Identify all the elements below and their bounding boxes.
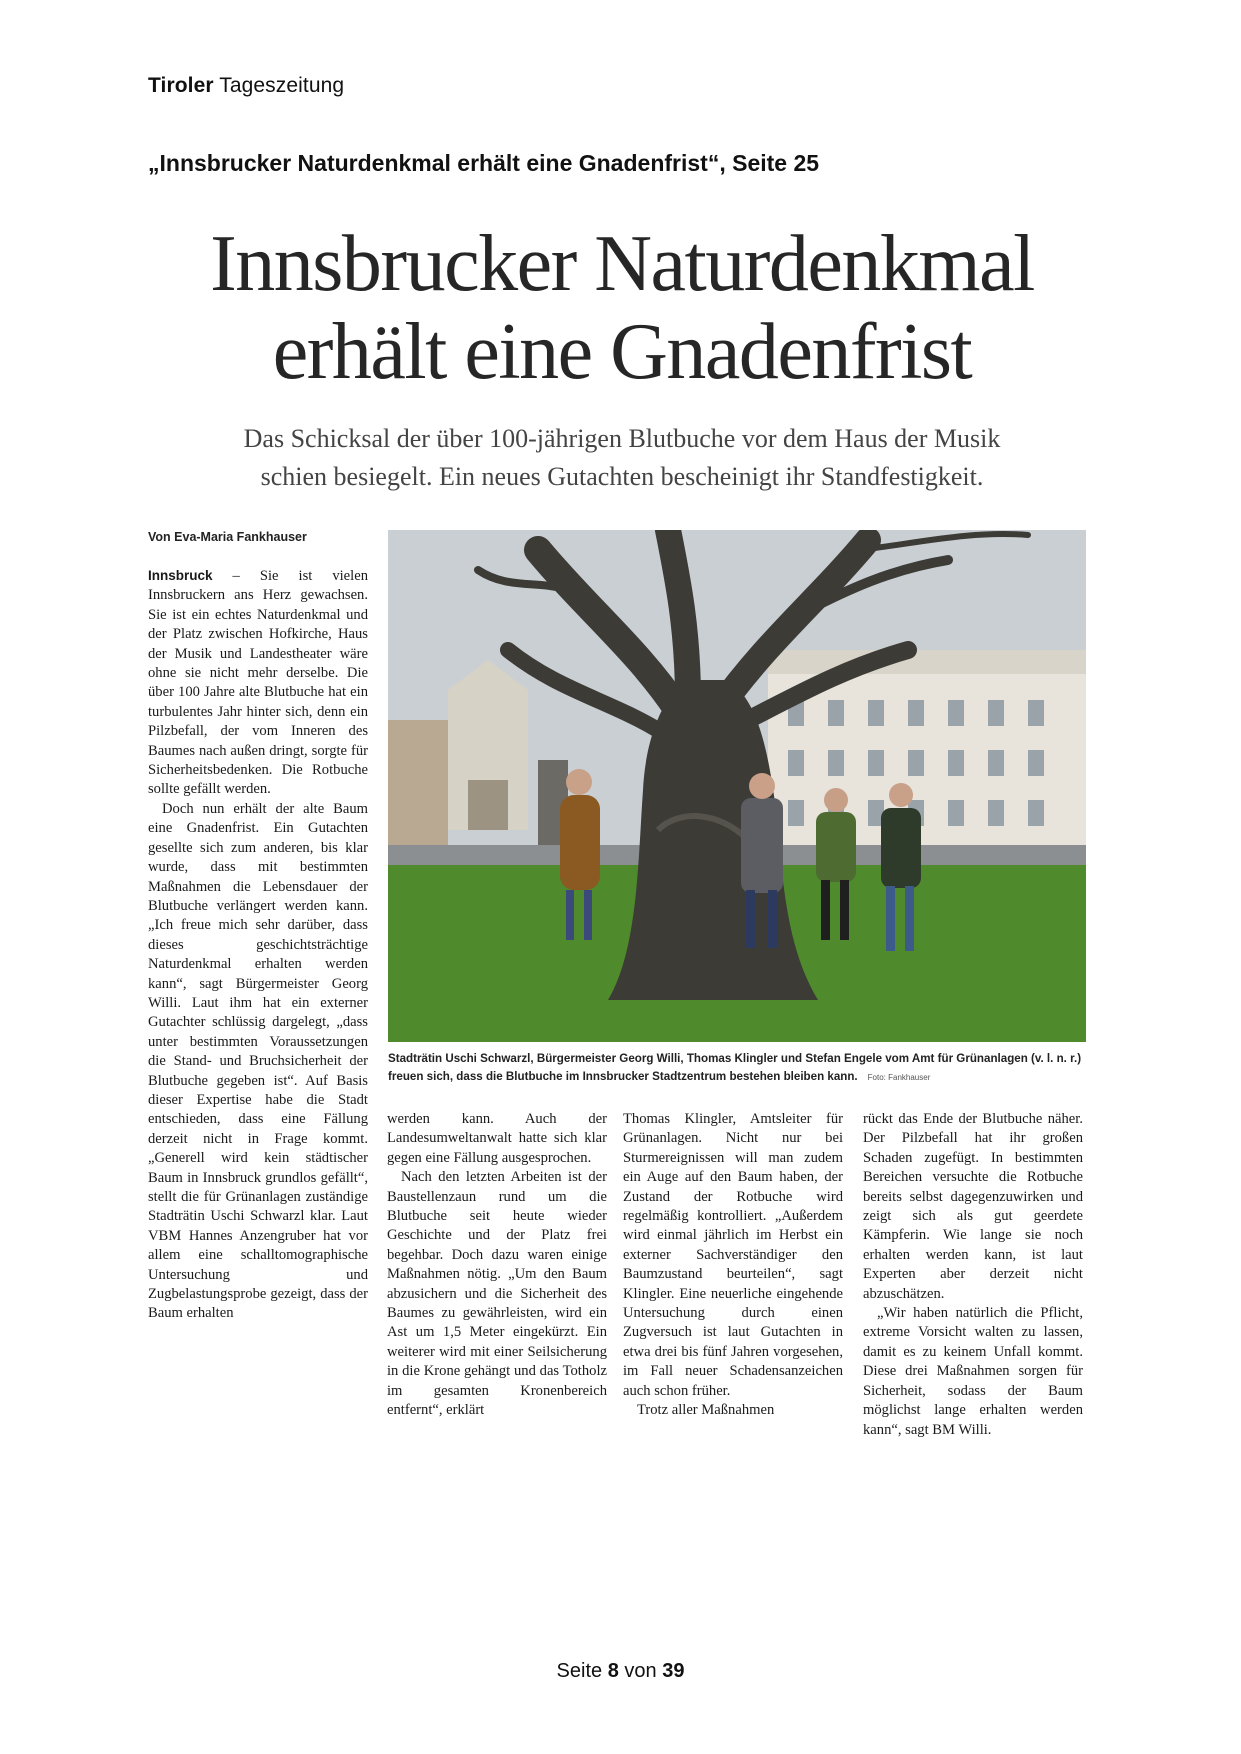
text-column-3 (623, 1110, 843, 1421)
page-number: Seite 8 von 39 (556, 1660, 685, 1682)
article-reference: „Innsbrucker Naturdenkmal erhält eine Gnadenfrist“, Seite 25 (148, 150, 820, 176)
paragraph: Trotz aller Maßnahmen (637, 1402, 775, 1419)
paragraph: werden kann. Auch der Landesumweltanwalt hatte sich klar gegen eine Fällung ausgesprochen. (387, 1111, 607, 1166)
paragraph: Innsbruck – Sie ist vielen Innsbruckern ans Herz gewachsen. Sie ist ein echtes Naturdenkmal und der Platz zwischen Hofkirche, Haus der Musik und Landestheater wäre ohne sie nicht mehr derselbe. Die über 100 Jahre alte Blutbuche hat ein turbulentes Jahr hinter sich, denn ein Pilzbefall, der vom Inneren des Baumes nach außen dringt, sorgte für Sicherheitsbedenken. Die Rotbuche sollte gefällt werden. (148, 568, 368, 798)
text-column-2 (387, 1110, 607, 1421)
paragraph: Nach den letzten Arbeiten ist der Baustellenzaun rund um die Blutbuche seit heute wieder Geschichte und der Platz frei begehbar. Doch dazu waren einige Maßnahmen nötig. „Um den Baum abzusichern und die Sicherheit des Baumes zu gewährleisten, wird ein Ast um 1,5 Meter eingekürzt. Ein weiterer wird mit einer Seilsicherung in die Krone gehängt und das Totholz im gesamten Kronenbereich entfernt“, erklärt (387, 1169, 607, 1419)
tree-photo-illustration (388, 530, 1086, 1042)
photo-caption: Stadträtin Uschi Schwarzl, Bürgermeister Georg Willi, Thomas Klingler und Stefan Engele vom Amt für Grünanlagen (v. l. n. r.) freuen sich, dass die Blutbuche im Innsbrucker Stadtzentrum bestehen bleiben kann. Foto: Fankhauser (388, 1052, 1082, 1083)
paragraph: Doch nun erhält der alte Baum eine Gnadenfrist. Ein Gutachten gesellte sich zum anderen, bis klar wurde, dass mit bestimmten Maßnahmen die Lebensdauer der Blutbuche verlängert werden kann. „Ich freue mich sehr darüber, dass dieses geschichtsträchtige Naturdenkmal erhalten werden kann“, sagt Bürgermeister Georg Willi. Laut ihm hat ein externer Gutachter schlüssig dargelegt, „dass unter bestimmten Voraussetzungen die Stand- und Bruchsicherheit der Blutbuche gegeben ist“. Auf Basis dieser Expertise habe die Stadt entschieden, dass eine Fällung derzeit nicht in Frage kommt. „Generell wird kein städtischer Baum in Innsbruck grundlos gefällt“, stellt die für Grünanlagen zuständige Stadträtin Uschi Schwarzl klar. Laut VBM Hannes Anzengruber hat vor allem eine schalltomographische Untersuchung und Zugbelastungsprobe gezeigt, dass der Baum erhalten (148, 800, 368, 1322)
newspaper-clipping (148, 220, 1096, 1490)
paragraph: rückt das Ende der Blutbuche näher. Der Pilzbefall hat ihr großen Schaden zugefügt. In bestimmten Bereichen versuchte die Rotbuche bereits selbst dagegenzuwirken und zeigt sich als gut geerdete Kämpferin. Wie lange sie noch erhalten werden kann, ist laut Experten aber derzeit nicht abzuschätzen. (863, 1111, 1083, 1302)
publication-name: Tiroler Tageszeitung (148, 74, 345, 97)
dateline: Innsbruck (148, 568, 213, 583)
byline: Von Eva-Maria Fankhauser (148, 530, 307, 544)
text-column-1 (148, 566, 368, 1324)
text-column-4 (863, 1110, 1083, 1440)
photo-credit: Foto: Fankhauser (867, 1073, 931, 1082)
paragraph: „Wir haben natürlich die Pflicht, extreme Vorsicht walten zu lassen, damit es zu keinem Unfall kommt. Diese drei Maßnahmen sorgen für Sicherheit, sodass der Baum möglichst lange erhalten werden kann“, sagt BM Willi. (863, 1305, 1083, 1438)
article-title: Innsbrucker Naturdenkmal erhält eine Gnadenfrist (210, 220, 1034, 396)
paragraph: Thomas Klingler, Amtsleiter für Grünanlagen. Nicht nur bei Sturmereignissen will man zudem ein Auge auf den Baum haben, der Zustand der Rotbuche wird regelmäßig kontrolliert. „Außerdem wird einmal jährlich im Herbst ein externer Sachverständiger den Baumzustand beurteilen“, sagt Klingler. Eine neuerliche eingehende Untersuchung durch einen Zugversuch ist laut Gutachten in etwa drei bis fünf Jahren vorgesehen, im Fall neuer Schadensanzeichen auch schon früher. (623, 1111, 843, 1399)
article-photo (388, 530, 1086, 1042)
article-subtitle: Das Schicksal der über 100-jährigen Blutbuche vor dem Haus der Musik schien besiegelt. Ein neues Gutachten bescheinigt ihr Standfestigkeit. (243, 424, 1001, 491)
